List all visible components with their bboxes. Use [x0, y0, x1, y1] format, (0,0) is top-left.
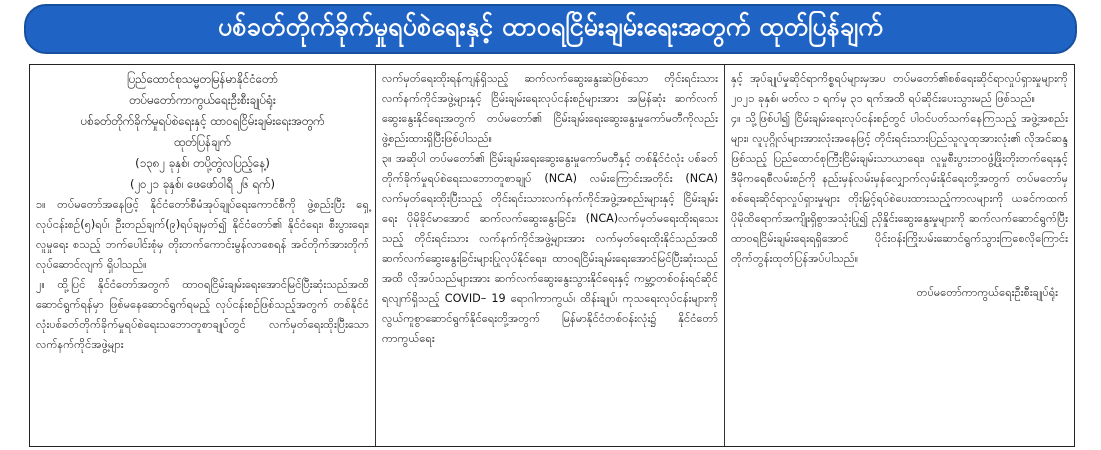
signature: တပ်မတော်ကာကွယ်ရေးဦးစီးချုပ်ရုံး — [916, 286, 1058, 299]
header-line-office: တပ်မတော်ကာကွယ်ရေးဦးစီးချုပ်ရုံး — [129, 93, 276, 107]
article-column-2 — [375, 65, 724, 446]
article-frame — [29, 64, 1075, 447]
paragraph-2-continued: လက်မှတ်ရေးထိုးရန်ကျန်ရှိသည့် ဆက်လက်ဆွေးနွေးဆဲဖြစ်သော တိုင်းရင်းသားလက်နက်ကိုင်အဖွဲ့များနှင့် ငြိမ်းချမ်းရေးလုပ်ငန်းစဉ်များအား အမြန်ဆုံး ဆက်လက်ဆွေးနွေးနိုင်ရေးအတွက် တပ်မတော်၏ ငြိမ်းချမ်းရေးဆွေးနွေးမှုကော်မတီကိုလည်း ဖွဲ့စည်းထားရှိပြီးဖြစ်ပါသည်။ — [382, 72, 718, 145]
header-date-gregorian: (၂၀၂၁ ခုနှစ်၊ ဖေဖော်ဝါရီ ၂၆ ရက်) — [129, 177, 276, 191]
header-line-country: ပြည်ထောင်စုသမ္မတမြန်မာနိုင်ငံတော် — [126, 72, 279, 86]
statement-header — [36, 69, 369, 195]
paragraph-3: ၃။ အဆိုပါ တပ်မတော်၏ ငြိမ်းချမ်းရေးဆွေးနွေးမှုကော်မတီနှင့် တစ်နိုင်ငံလုံး ပစ်ခတ်တိုက်ခိုက်မှုရပ်စဲရေးသဘောတူစာချုပ် (NCA) လမ်းကြောင်းအတိုင်း (NCA) လက်မှတ်ရေးထိုးပြီးသည့် တိုင်းရင်းသားလက်နက်ကိုင်အဖွဲ့အစည်းများနှင့် ငြိမ်းချမ်းရေး ပိုမိုခိုင်မာအောင် ဆက်လက်ဆွေးနွေးခြင်း၊ (NCA)လက်မှတ်မရေးထိုးရသေးသည့် တိုင်းရင်းသား လက်နက်ကိုင်အဖွဲ့များအား လက်မှတ်ရေးထိုးနိုင်သည်အထိ ဆက်လက်ဆွေးနွေးခြင်းများပြုလုပ်နိုင်ရေး၊ ထာဝရငြိမ်းချမ်းရေးအောင်မြင်ပြီးဆုံးသည်အထိ လိုအပ်သည်များအား ဆက်လက်ဆွေးနွေးသွားနိုင်ရေးနှင့် ကမ္ဘာ့တစ်ဝန်းရင်ဆိုင်ရလျက်ရှိသည့် COVID– 19 ရောဂါကာကွယ်၊ ထိန်းချုပ်၊ ကုသရေးလုပ်ငန်းများကို လွယ်ကူစွာဆောင်ရွက်နိုင်ရေးတို့အတွက် မြန်မာနိုင်ငံတစ်ဝန်းလုံး၌ နိုင်ငံတော်ကာကွယ်ရေး — [382, 152, 718, 345]
article-column-1 — [30, 65, 375, 446]
header-line-subject: ပစ်ခတ်တိုက်ခိုက်မှုရပ်စဲရေးနှင့် ထာဝရငြိမ်းချမ်းရေးအတွက် — [80, 114, 325, 128]
headline-banner — [24, 4, 1077, 54]
headline-title: ပစ်ခတ်တိုက်ခိုက်မှုရပ်စဲရေးနှင့် ထာဝရငြိမ်းချမ်းရေးအတွက် ထုတ်ပြန်ချက် — [218, 11, 883, 41]
header-date-myanmar: (၁၃၈၂ ခုနှစ်၊ တပို့တွဲလပြည့်နေ့) — [135, 156, 270, 170]
paragraph-3-continued: နှင့် အုပ်ချုပ်မှုဆိုင်ရာကိစ္စရပ်များမှအပ တပ်မတော်၏စစ်ရေးဆိုင်ရာလှုပ်ရှားမှုများကို ၂၀၂၁ ခုနှစ်၊ မတ်လ ၁ ရက်မှ ၃၁ ရက်အထိ ရပ်ဆိုင်းပေးသွားမည် ဖြစ်သည်။ — [731, 72, 1068, 105]
article-column-3 — [724, 65, 1074, 446]
paragraph-4: ၄။ သို့ဖြစ်ပါ၍ ငြိမ်းချမ်းရေးလုပ်ငန်းစဉ်တွင် ပါဝင်ပတ်သက်နေကြသည့် အဖွဲ့အစည်းများ၊ လူပုဂ္ဂိုလ်များအားလုံးအနေဖြင့် တိုင်းရင်းသားပြည်သူလူထုအားလုံး၏ လိုအင်ဆန္ဒဖြစ်သည့် ပြည်ထောင်စုကြီးငြိမ်းချမ်းသာယာရေး၊ လူမှုစီးပွားဘဝဖွံ့ဖြိုးတိုးတက်ရေးနှင့် ဒီမိုကရေစီလမ်းစဉ်ကို နည်းမှန်လမ်းမှန်လျှောက်လှမ်းနိုင်ရေးတို့အတွက် တပ်မတော်မှ စစ်ရေးဆိုင်ရာလှုပ်ရှားမှုများ တိုးမြှင့်ရပ်စဲပေးထားသည့်ကာလများကို ယခင်ကထက် ပိုမိုထိရောက်အကျိုးရှိစွာအသုံးပြု၍ ညှိနှိုင်းဆွေးနွေးမှုများကို ဆက်လက်ဆောင်ရွက်ပြီး ထာဝရငြိမ်းချမ်းရေးရရှိအောင် ပိုင်းဝန်းကြိုးပမ်းဆောင်ရွက်သွားကြစေလိုကြောင်း တိုက်တွန်းထုတ်ပြန်အပ်ပါသည်။ — [731, 112, 1068, 265]
header-line-statement: ထုတ်ပြန်ချက် — [174, 135, 231, 149]
paragraph-1: ၁။ တပ်မတော်အနေဖြင့် နိုင်ငံတော်စီမံအုပ်ချုပ်ရေးကောင်စီကို ဖွဲ့စည်းပြီး ရှေ့လုပ်ငန်းစဉ်(၅)ရပ်၊ ဦးတည်ချက်(၉)ရပ်ချမှတ်၍ နိုင်ငံတော်၏ နိုင်ငံရေး၊ စီးပွားရေး၊ လူမှုရေး စသည့် ဘက်ပေါင်းစုံမှ တိုးတက်ကောင်းမွန်လာစေရန် အင်တိုက်အားတိုက်လုပ်ဆောင်လျက် ရှိပါသည်။ — [36, 198, 369, 271]
paragraph-2: ၂။ ထို့ပြင် နိုင်ငံတော်အတွက် ထာဝရငြိမ်းချမ်းရေးအောင်မြင်ပြီးဆုံးသည်အထိ ဆောင်ရွက်ရန်မှာ ဖြစ်မနေဆောင်ရွက်ရမည့် လုပ်ငန်းစဉ်ဖြစ်သည့်အတွက် တစ်နိုင်ငံလုံးပစ်ခတ်တိုက်ခိုက်မှုရပ်စဲရေးသဘောတူစာချုပ်တွင် လက်မှတ်ရေးထိုးပြီးသော လက်နက်ကိုင်အဖွဲ့များ — [36, 278, 369, 351]
